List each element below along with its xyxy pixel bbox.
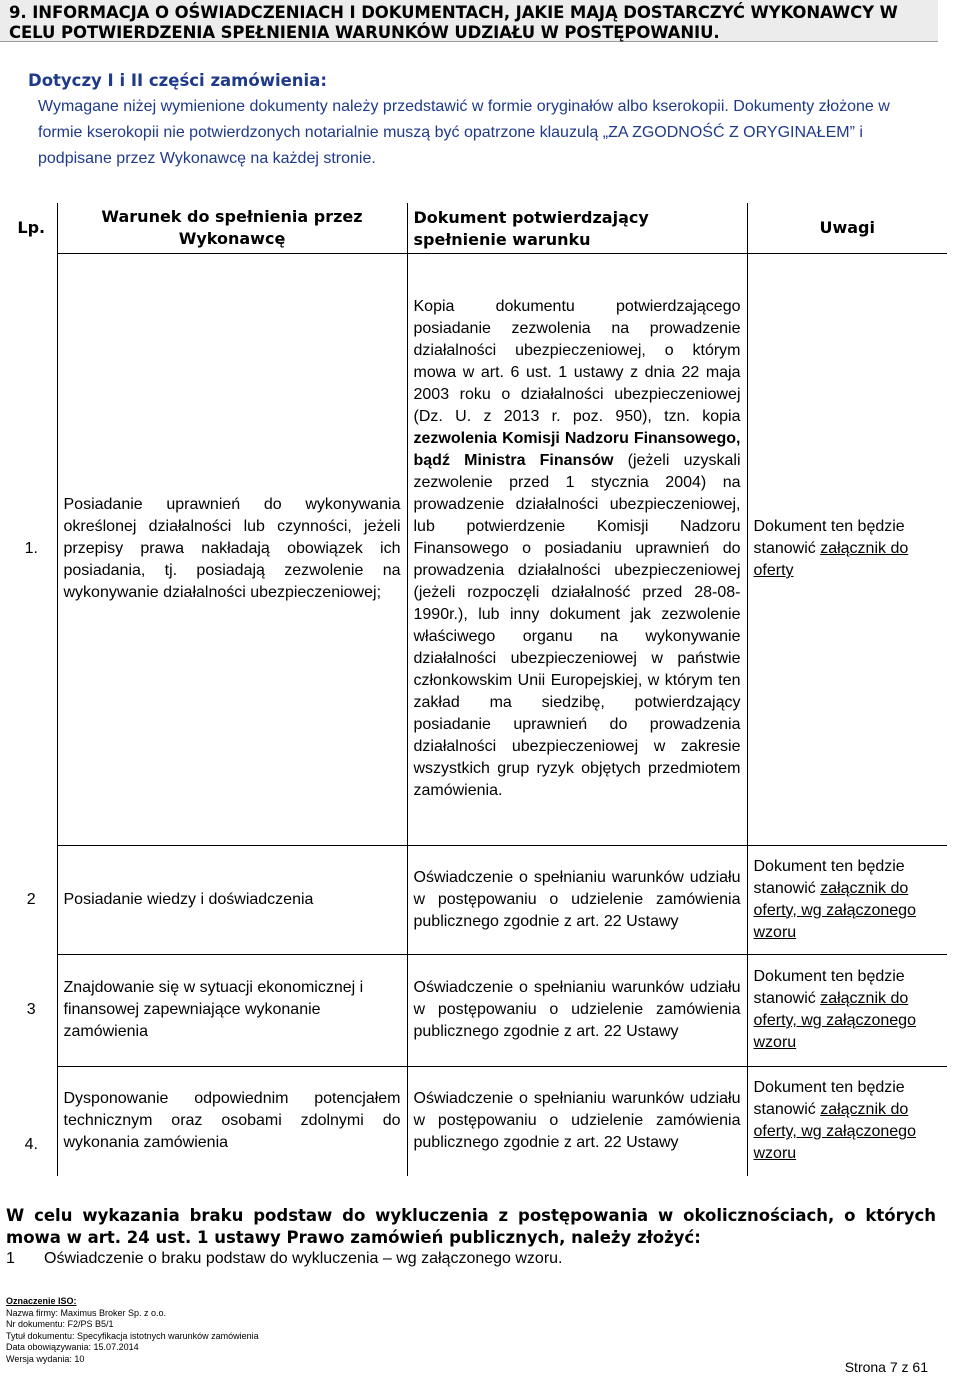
- row-notes: Dokument ten będzie stanowić załącznik do oferty, wg załączonego wzoru: [747, 845, 947, 954]
- row-notes: Dokument ten będzie stanowić załącznik do oferty, wg załączonego wzoru: [747, 1066, 947, 1176]
- intro-title: Dotyczy I i II części zamówienia:: [28, 71, 327, 90]
- exclusion-item: [6, 1250, 563, 1268]
- table-header: [6, 203, 947, 253]
- table-row: [6, 253, 947, 845]
- section-heading: 9. INFORMACJA O OŚWIADCZENIACH I DOKUMENTACH, JAKIE MAJĄ DOSTARCZYĆ WYKONAWCY W CELU POTWIERDZENIA SPEŁNIENIA WARUNKÓW UDZIAŁU W POSTĘPOWANIU.: [0, 0, 938, 42]
- table-row: [6, 954, 947, 1066]
- header-notes: Uwagi: [819, 217, 875, 237]
- requirements-table: [6, 203, 947, 1176]
- header-condition: Warunek do spełnienia przez Wykonawcę: [57, 203, 407, 253]
- row-notes: Dokument ten będzie stanowić załącznik do oferty, wg załączonego wzoru: [747, 954, 947, 1066]
- footer-title: Oznaczenie ISO:: [6, 1296, 77, 1306]
- row-document: Oświadczenie o spełnianiu warunków udziału w postępowaniu o udzielenie zamówienia publicznego zgodnie z art. 22 Ustawy: [407, 954, 747, 1066]
- row-document: Oświadczenie o spełnianiu warunków udziału w postępowaniu o udzielenie zamówienia publicznego zgodnie z art. 22 Ustawy: [407, 845, 747, 954]
- footer-line: Wersja wydania: 10: [6, 1353, 85, 1364]
- row-condition: Posiadanie wiedzy i doświadczenia: [57, 845, 407, 954]
- row-notes: Dokument ten będzie stanowić załącznik do oferty: [747, 253, 947, 845]
- footer-line: Nr dokumentu: F2/PS B5/1: [6, 1319, 114, 1329]
- row-lp: 4.: [6, 1066, 57, 1176]
- header-lp: Lp.: [6, 203, 57, 253]
- row-condition: Znajdowanie się w sytuacji ekonomicznej i finansowej zapewniające wykonanie zamówienia: [57, 954, 407, 1066]
- table-row: [6, 1066, 947, 1176]
- iso-footer: [6, 1296, 259, 1365]
- footer-line: Nazwa firmy: Maximus Broker Sp. z o.o.: [6, 1307, 167, 1318]
- row-lp: 1.: [6, 253, 57, 845]
- row-condition: Dysponowanie odpowiednim potencjałem technicznym oraz osobami zdolnymi do wykonania zamówienia: [57, 1066, 407, 1176]
- table-row: [6, 845, 947, 954]
- exclusion-text: W celu wykazania braku podstaw do wykluczenia z postępowania w okolicznościach, o których mowa w art. 24 ust. 1 ustawy Prawo zamówień publicznych, należy złożyć:: [6, 1206, 936, 1247]
- footer-line: Data obowiązywania: 15.07.2014: [6, 1342, 139, 1352]
- row-condition: Posiadanie uprawnień do wykonywania określonej działalności lub czynności, jeżeli przepisy prawa nakładają obowiązek ich posiadania, tj. posiadają zezwolenie na wykonywanie działalności ubezpieczeniowej;: [57, 253, 407, 845]
- exclusion-item-number: 1: [6, 1250, 15, 1267]
- footer-line: Tytuł dokumentu: Specyfikacja istotnych warunków zamówienia: [6, 1330, 259, 1341]
- page-number: Strona 7 z 61: [844, 1359, 928, 1375]
- row-document: Oświadczenie o spełnianiu warunków udziału w postępowaniu o udzielenie zamówienia publicznego zgodnie z art. 22 Ustawy: [407, 1066, 747, 1176]
- exclusion-item-text: Oświadczenie o braku podstaw do wykluczenia – wg załączonego wzoru.: [44, 1250, 563, 1267]
- row-lp: 3: [6, 954, 57, 1066]
- row-lp: 2: [6, 845, 57, 954]
- intro-paragraph: Wymagane niżej wymienione dokumenty należy przedstawić w formie oryginałów albo kserokopii. Dokumenty złożone w formie kserokopii nie potwierdzonych notarialnie muszą być opatrzone klauzulą „ZA ZGODNOŚĆ Z ORYGINAŁEM” i podpisane przez Wykonawcę na każdej stronie.: [38, 98, 890, 167]
- header-document: Dokument potwierdzający spełnienie warunku: [407, 203, 747, 253]
- row-document: Kopia dokumentu potwierdzającego posiadanie zezwolenia na prowadzenie działalności ubezpieczeniowej, o którym mowa w art. 6 ust. 1 ustawy z dnia 22 maja 2003 roku o działalności ubezpieczeniowej (Dz. U. z 2013 r. poz. 950), tzn. kopia zezwolenia Komisji Nadzoru Finansowego, bądź Ministra Finansów (jeżeli uzyskali zezwolenie przed 1 stycznia 2004) na prowadzenie działalności ubezpieczeniowej, lub potwierdzenie Komisji Nadzoru Finansowego o posiadaniu uprawnień do prowadzenia działalności ubezpieczeniowej (jeżeli rozpoczęli działalność przed 28-08-1990r.), lub inny dokument jak zezwolenie właściwego organu na wykonywanie działalności ubezpieczeniowej w państwie członkowskim Unii Europejskiej, w którym ten zakład ma siedzibę, potwierdzający posiadanie uprawnień do prowadzenia działalności ubezpieczeniowej w zakresie wszystkich grup ryzyk objętych przedmiotem zamówienia.: [407, 253, 747, 845]
